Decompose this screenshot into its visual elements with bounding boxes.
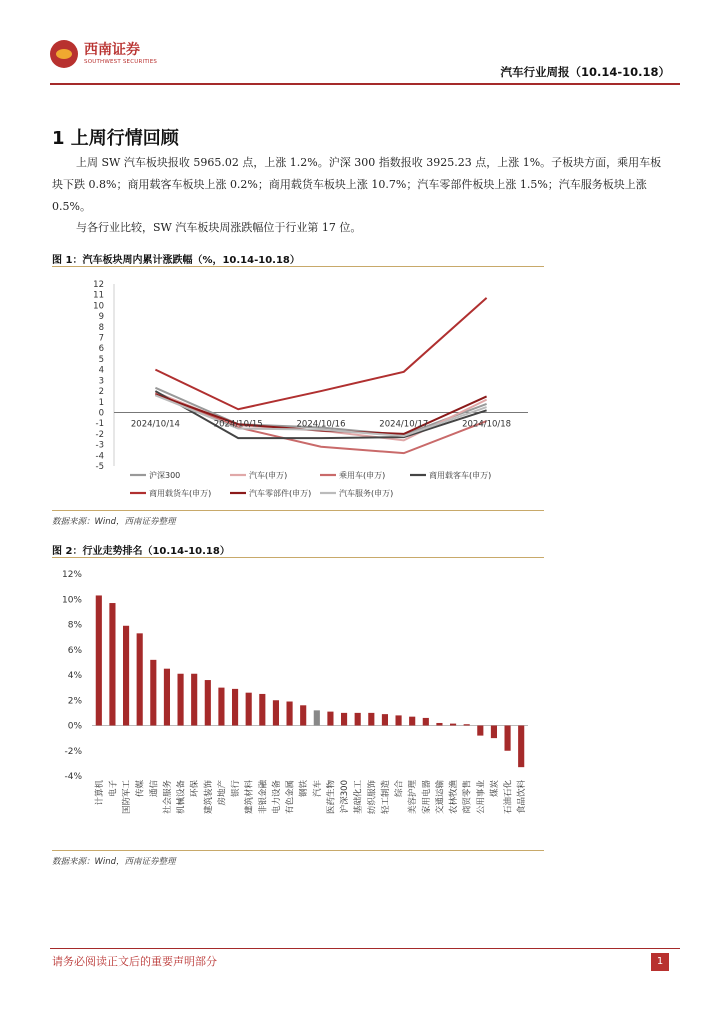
logo-chinese-name: 西南证券 (84, 41, 140, 58)
y-tick-label: -1 (95, 419, 104, 430)
x-tick-label: 基础化工 (353, 780, 364, 815)
x-tick-label: 纺织服饰 (367, 780, 378, 815)
y-tick-label: 2% (67, 696, 82, 707)
x-tick-label: 钢铁 (299, 780, 310, 798)
x-tick-label: 轻工制造 (380, 780, 391, 815)
bar (218, 688, 224, 726)
y-tick-label: -4% (64, 772, 82, 782)
bar (286, 702, 292, 726)
industry-ranking-bar-chart (52, 562, 544, 848)
bar (518, 726, 524, 768)
y-tick-label: 12 (93, 280, 104, 290)
x-tick-label: 建筑材料 (244, 780, 255, 815)
figure2-bottom-rule (52, 850, 544, 851)
bar (137, 633, 143, 725)
bar (150, 660, 156, 726)
bar (232, 689, 238, 726)
x-tick-label: 汽车 (312, 780, 323, 798)
y-tick-label: -3 (95, 440, 104, 451)
x-tick-label: 商贸零售 (462, 780, 473, 815)
bar (327, 712, 333, 726)
x-tick-label: 2024/10/16 (296, 419, 346, 430)
bar (464, 724, 470, 725)
x-tick-label: 建筑装饰 (203, 780, 214, 815)
bar (191, 674, 197, 726)
x-tick-label: 2024/10/15 (213, 419, 263, 430)
y-tick-label: 6% (67, 645, 82, 656)
x-tick-label: 电子 (108, 780, 119, 798)
x-tick-label: 家用电器 (421, 780, 432, 815)
x-tick-label: 非银金融 (258, 780, 269, 815)
report-title: 汽车行业周报（10.14-10.18） (500, 65, 670, 79)
y-tick-label: 5 (98, 354, 104, 365)
bar (341, 713, 347, 726)
series-line (155, 298, 486, 409)
company-logo (50, 40, 157, 68)
y-tick-label: 1 (98, 397, 104, 408)
bar (205, 680, 211, 725)
x-tick-label: 公用事业 (476, 780, 487, 815)
section-heading: 1 上周行情回顾 (52, 128, 179, 149)
figure1-source: 数据来源：Wind，西南证券整理 (52, 517, 176, 527)
y-tick-label: 8 (98, 322, 104, 333)
legend-label: 汽车(申万) (249, 471, 288, 480)
x-tick-label: 有色金属 (285, 780, 296, 815)
x-tick-label: 2024/10/18 (462, 419, 512, 430)
industry-rank-paragraph: 与各行业比较，SW 汽车板块周涨跌幅位于行业第 17 位。 (76, 221, 362, 234)
legend-label: 汽车服务(申万) (339, 489, 394, 498)
footer-disclaimer: 请务必阅读正文后的重要声明部分 (52, 955, 217, 968)
y-tick-label: -4 (95, 451, 104, 462)
bar (409, 717, 415, 726)
y-tick-label: 6 (98, 344, 104, 355)
x-tick-label: 银行 (231, 780, 242, 798)
bar (450, 724, 456, 726)
y-tick-label: -2 (95, 429, 104, 440)
bar (423, 718, 429, 726)
bar (177, 674, 183, 726)
x-tick-label: 机械设备 (176, 780, 187, 815)
bar (382, 714, 388, 725)
bar (164, 669, 170, 726)
y-tick-label: -5 (95, 462, 104, 472)
x-tick-label: 2024/10/17 (379, 419, 429, 430)
y-tick-label: 9 (98, 312, 104, 323)
bar (395, 715, 401, 725)
legend-label: 商用载货车(申万) (149, 489, 212, 498)
legend-label: 沪深300 (149, 471, 181, 480)
x-tick-label: 环保 (190, 780, 201, 798)
x-tick-label: 房地产 (217, 780, 228, 806)
y-tick-label: 0% (67, 721, 82, 732)
bar (96, 595, 102, 725)
x-tick-label: 医药生物 (326, 780, 337, 815)
x-tick-label: 电力设备 (271, 780, 282, 815)
y-tick-label: 3 (98, 376, 104, 387)
bar (477, 726, 483, 736)
footer-divider (50, 948, 680, 949)
x-tick-label: 石油石化 (503, 780, 514, 815)
y-tick-label: -2% (64, 746, 82, 757)
figure1-bottom-rule (52, 510, 544, 511)
bar (355, 713, 361, 726)
x-tick-label: 美容护理 (408, 780, 419, 815)
bar (314, 710, 320, 725)
x-tick-label: 国防军工 (122, 780, 133, 815)
figure2-top-rule (52, 557, 544, 558)
page-number: 1 (651, 953, 669, 971)
bar (273, 700, 279, 725)
y-tick-label: 2 (98, 387, 104, 398)
bar (109, 603, 115, 725)
x-tick-label: 2024/10/14 (130, 419, 180, 430)
market-review-paragraph: 上周 SW 汽车板块报收 5965.02 点，上涨 1.2%。沪深 300 指数报收 3925.23 点，上涨 1%。子板块方面，乘用车板块下跌 0.8%；商用载客车板块上涨 0.2%；商用载货车板块上涨 10.7%；汽车零部件板块上涨 1.5%；汽车服务板块上涨 0.5%。 (52, 156, 662, 213)
x-tick-label: 食品饮料 (517, 780, 528, 815)
bar (259, 694, 265, 726)
y-tick-label: 10% (61, 595, 82, 606)
x-tick-label: 通信 (149, 780, 160, 798)
y-tick-label: 11 (93, 290, 104, 301)
y-tick-label: 8% (67, 620, 82, 631)
x-tick-label: 交通运输 (435, 780, 446, 815)
x-tick-label: 煤炭 (489, 780, 500, 798)
bar (436, 723, 442, 726)
x-tick-label: 农林牧渔 (449, 780, 460, 815)
y-tick-label: 4 (98, 365, 104, 376)
legend-label: 汽车零部件(申万) (249, 489, 312, 498)
logo-english-name: SOUTHWEST SECURITIES (84, 58, 158, 65)
figure1-top-rule (52, 266, 544, 267)
x-tick-label: 综合 (394, 780, 405, 798)
y-tick-label: 10 (93, 301, 104, 312)
auto-sector-line-chart (52, 270, 544, 508)
figure2-source: 数据来源：Wind，西南证券整理 (52, 857, 176, 867)
figure1-title: 图 1：汽车板块周内累计涨跌幅（%，10.14-10.18） (52, 255, 300, 266)
x-tick-label: 传媒 (135, 780, 146, 798)
bar (504, 726, 510, 751)
series-line (155, 395, 486, 436)
header-divider (50, 83, 680, 85)
logo-emblem-icon (50, 40, 78, 68)
figure2-title: 图 2：行业走势排名（10.14-10.18） (52, 546, 230, 557)
y-tick-label: 7 (98, 333, 104, 344)
y-tick-label: 4% (67, 671, 82, 681)
bar (491, 726, 497, 739)
bar (300, 705, 306, 725)
page-header (50, 40, 680, 80)
x-tick-label: 计算机 (94, 780, 105, 806)
x-tick-label: 社会服务 (162, 780, 173, 815)
x-tick-label: 沪深300 (340, 780, 351, 814)
y-tick-label: 0 (98, 408, 104, 419)
y-tick-label: 12% (61, 570, 82, 580)
legend-label: 商用载客车(申万) (429, 471, 492, 480)
bar (246, 693, 252, 726)
bar (123, 626, 129, 726)
bar (368, 713, 374, 726)
legend-label: 乘用车(申万) (339, 471, 386, 480)
